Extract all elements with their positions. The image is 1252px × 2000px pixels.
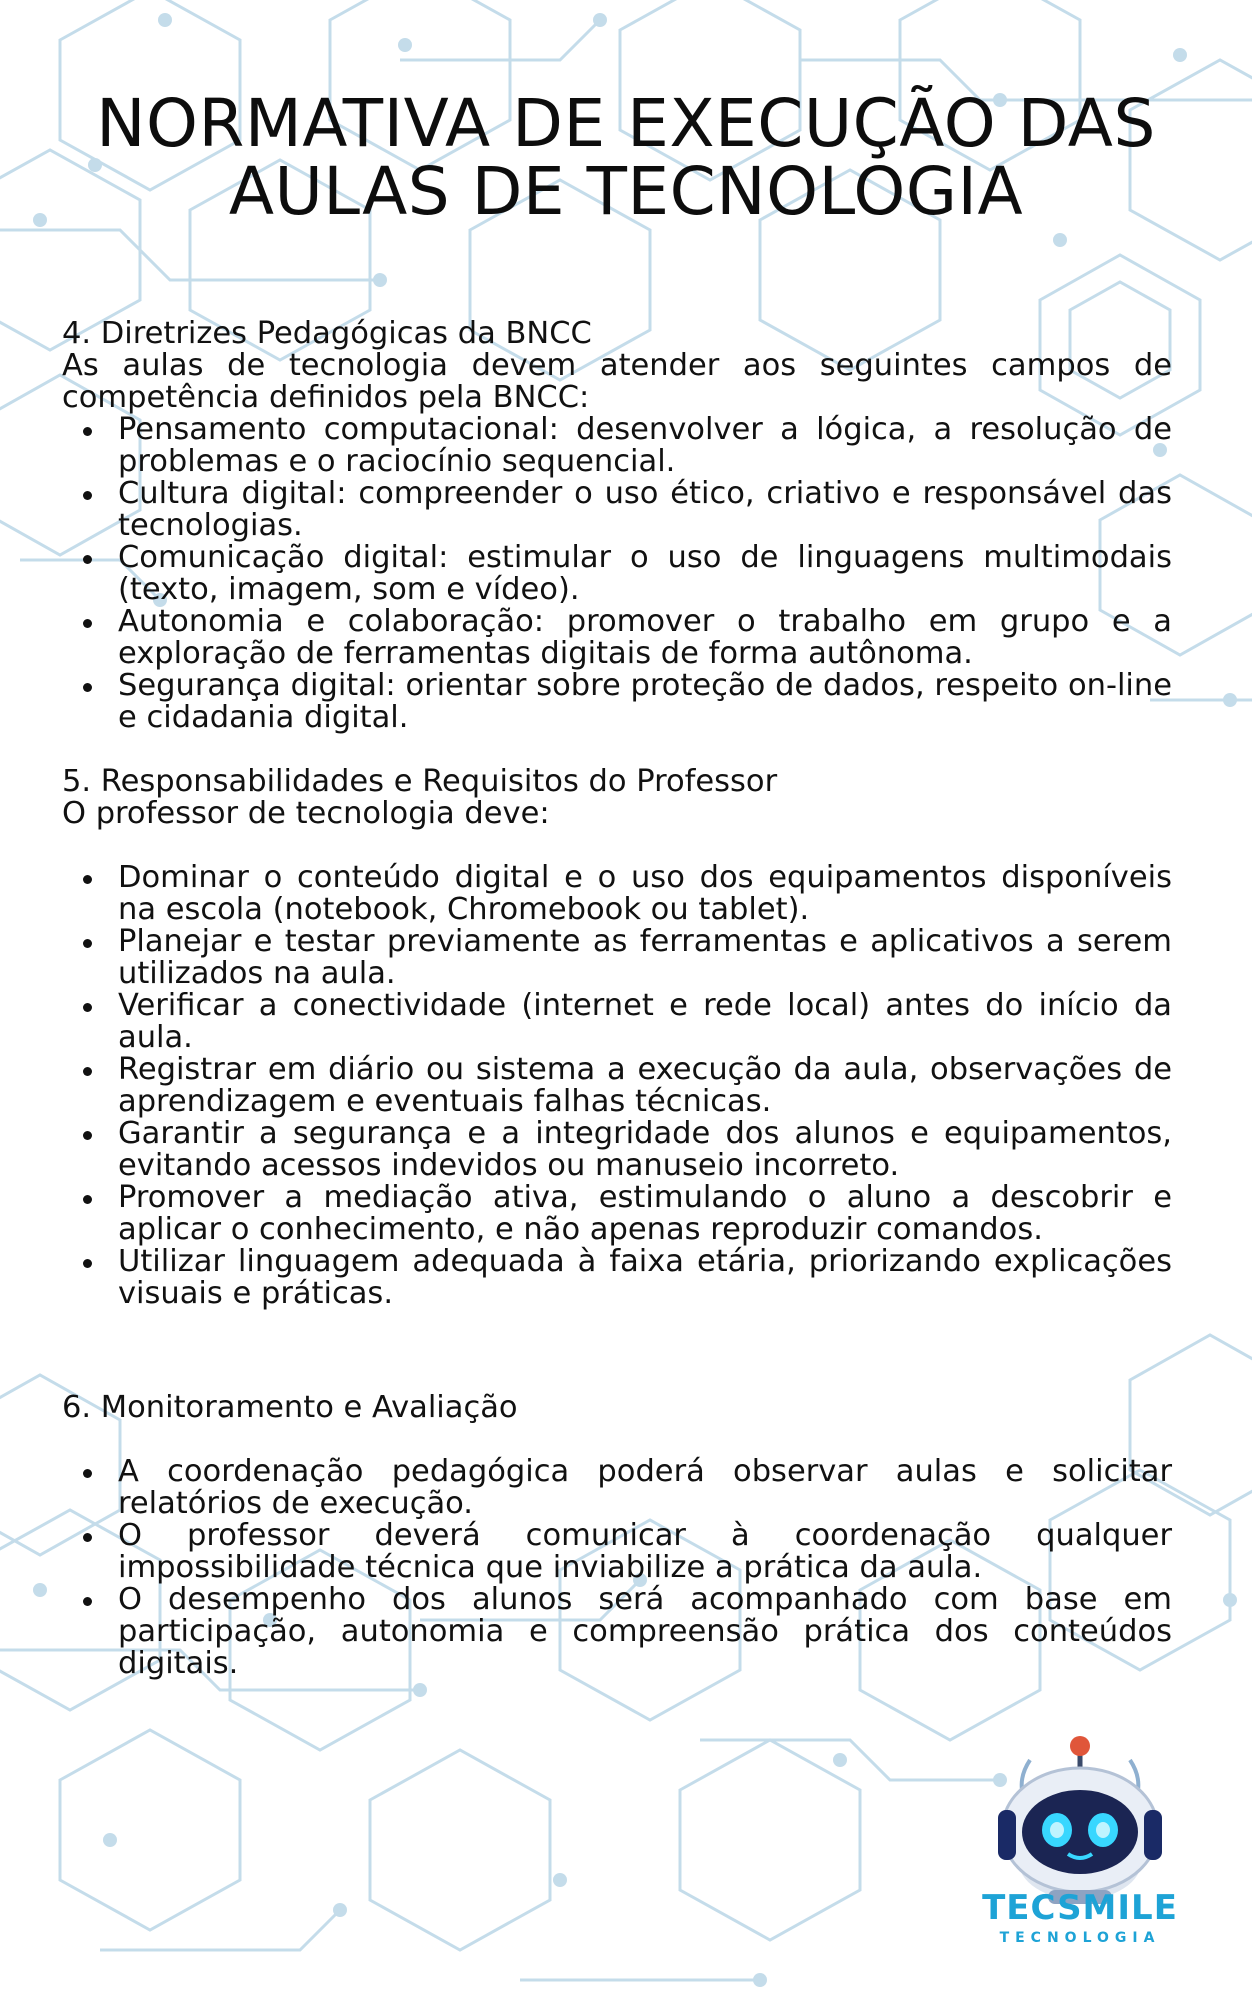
- list-item: Comunicação digital: estimular o uso de linguagens multimodais (texto, imagem, som e vídeo).: [118, 540, 1172, 607]
- list-item: Registrar em diário ou sistema a execução da aula, observações de aprendizagem e eventuais falhas técnicas.: [118, 1052, 1172, 1119]
- bullet-list: [62, 414, 1172, 734]
- page-title-line-1: NORMATIVA DE EXECUÇÃO DAS: [96, 85, 1156, 162]
- section-intro: O professor de tecnologia deve:: [62, 796, 550, 831]
- bullet-list: [62, 1456, 1172, 1680]
- list-item: Garantir a segurança e a integridade dos alunos e equipamentos, evitando acessos indevidos ou manuseio incorreto.: [118, 1116, 1172, 1183]
- bullet-list: [62, 862, 1172, 1310]
- list-item: O professor deverá comunicar à coordenação qualquer impossibilidade técnica que inviabilize a prática da aula.: [118, 1518, 1172, 1585]
- list-item: Autonomia e colaboração: promover o trabalho em grupo e a exploração de ferramentas digitais de forma autônoma.: [118, 604, 1172, 671]
- list-item: Utilizar linguagem adequada à faixa etária, priorizando explicações visuais e práticas.: [118, 1244, 1172, 1311]
- section-heading: 6. Monitoramento e Avaliação: [62, 1390, 518, 1425]
- page-title: [60, 85, 1192, 230]
- list-item: Dominar o conteúdo digital e o uso dos equipamentos disponíveis na escola (notebook, Chromebook ou tablet).: [118, 860, 1172, 927]
- list-item: A coordenação pedagógica poderá observar aulas e solicitar relatórios de execução.: [118, 1454, 1172, 1521]
- section-heading: 5. Responsabilidades e Requisitos do Professor: [62, 764, 778, 799]
- page-title-line-2: AULAS DE TECNOLOGIA: [228, 153, 1024, 230]
- list-item: Pensamento computacional: desenvolver a lógica, a resolução de problemas e o raciocínio sequencial.: [118, 412, 1172, 479]
- brand-name: TECSMILE: [982, 1888, 1178, 1928]
- list-item: Cultura digital: compreender o uso ético, criativo e responsável das tecnologias.: [118, 476, 1172, 543]
- list-item: Promover a mediação ativa, estimulando o aluno a descobrir e aplicar o conhecimento, e não apenas reproduzir comandos.: [118, 1180, 1172, 1247]
- section-intro: As aulas de tecnologia devem atender aos seguintes campos de competência definidos pela BNCC:: [62, 348, 1172, 415]
- list-item: Planejar e testar previamente as ferramentas e aplicativos a serem utilizados na aula.: [118, 924, 1172, 991]
- list-item: O desempenho dos alunos será acompanhado com base em participação, autonomia e compreensão prática dos conteúdos digitais.: [118, 1582, 1172, 1681]
- brand-tagline: TECNOLOGIA: [999, 1930, 1161, 1946]
- document-body: [62, 318, 1172, 1680]
- list-item: Segurança digital: orientar sobre proteção de dados, respeito on-line e cidadania digital.: [118, 668, 1172, 735]
- list-item: Verificar a conectividade (internet e rede local) antes do início da aula.: [118, 988, 1172, 1055]
- section-heading: 4. Diretrizes Pedagógicas da BNCC: [62, 316, 592, 351]
